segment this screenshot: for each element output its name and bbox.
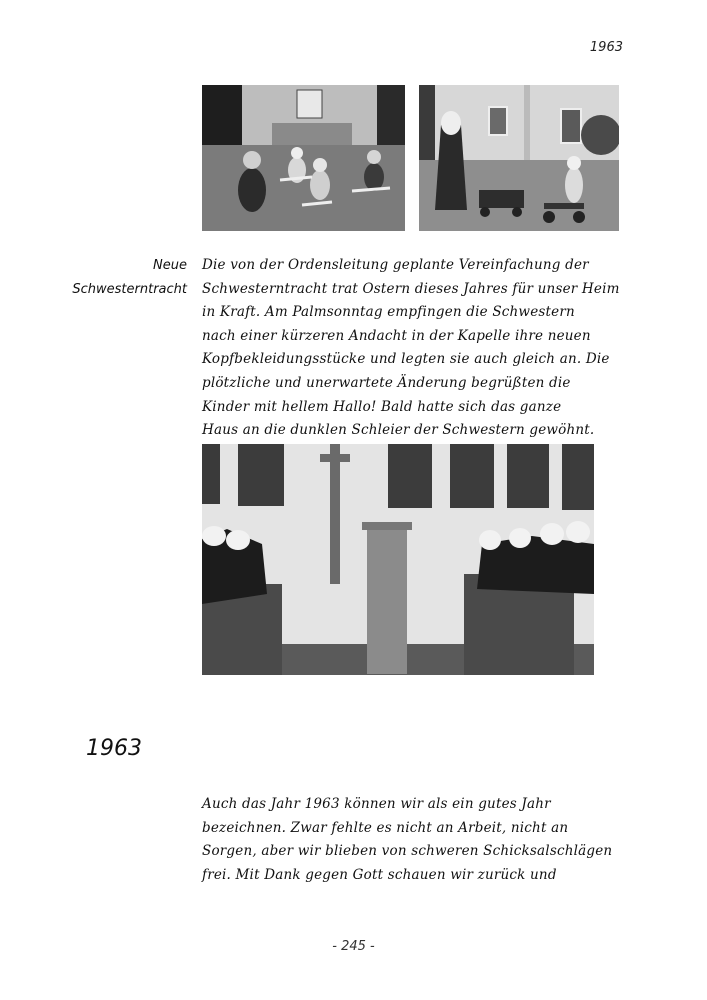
text-line: bezeichnen. Zwar fehlte es nicht an Arbeit, nicht an — [202, 819, 569, 836]
text-line: Kopfbekleidungsstücke und legten sie auch gleich an. Die — [202, 351, 610, 368]
text-line: nach einer kürzeren Andacht in der Kapelle ihre neuen — [202, 327, 591, 344]
margin-note-line-2: Schwesterntracht — [72, 281, 187, 297]
photo-children-courtyard — [202, 85, 405, 231]
text-line: Die von der Ordensleitung geplante Vereinfachung der — [202, 257, 589, 273]
text-line: Schwesterntracht trat Ostern dieses Jahres für unser Heim — [202, 280, 620, 297]
paragraph-schwesterntracht — [202, 254, 632, 443]
text-line: Kinder mit hellem Hallo! Bald hatte sich das ganze — [202, 398, 562, 415]
margin-note-line-1: Neue — [153, 258, 187, 273]
text-line: frei. Mit Dank gegen Gott schauen wir zurück und — [202, 866, 557, 883]
section-year-heading: 1963 — [86, 736, 142, 761]
page-number: - 245 - — [332, 939, 375, 954]
header-year: 1963 — [589, 40, 623, 55]
photo-chapel-sisters — [202, 444, 594, 675]
text-line: in Kraft. Am Palmsonntag empfingen die Schwestern — [202, 304, 575, 321]
text-line: Haus an die dunklen Schleier der Schwestern gewöhnt. — [202, 422, 595, 439]
margin-note — [72, 254, 187, 301]
paragraph-year-1963 — [202, 793, 632, 887]
text-line: Sorgen, aber wir blieben von schweren Schicksalschlägen — [202, 843, 613, 860]
photo-sister-with-children — [419, 85, 619, 231]
text-line: Auch das Jahr 1963 können wir als ein gutes Jahr — [202, 796, 551, 812]
text-line: plötzliche und unerwartete Änderung begrüßten die — [202, 374, 571, 391]
